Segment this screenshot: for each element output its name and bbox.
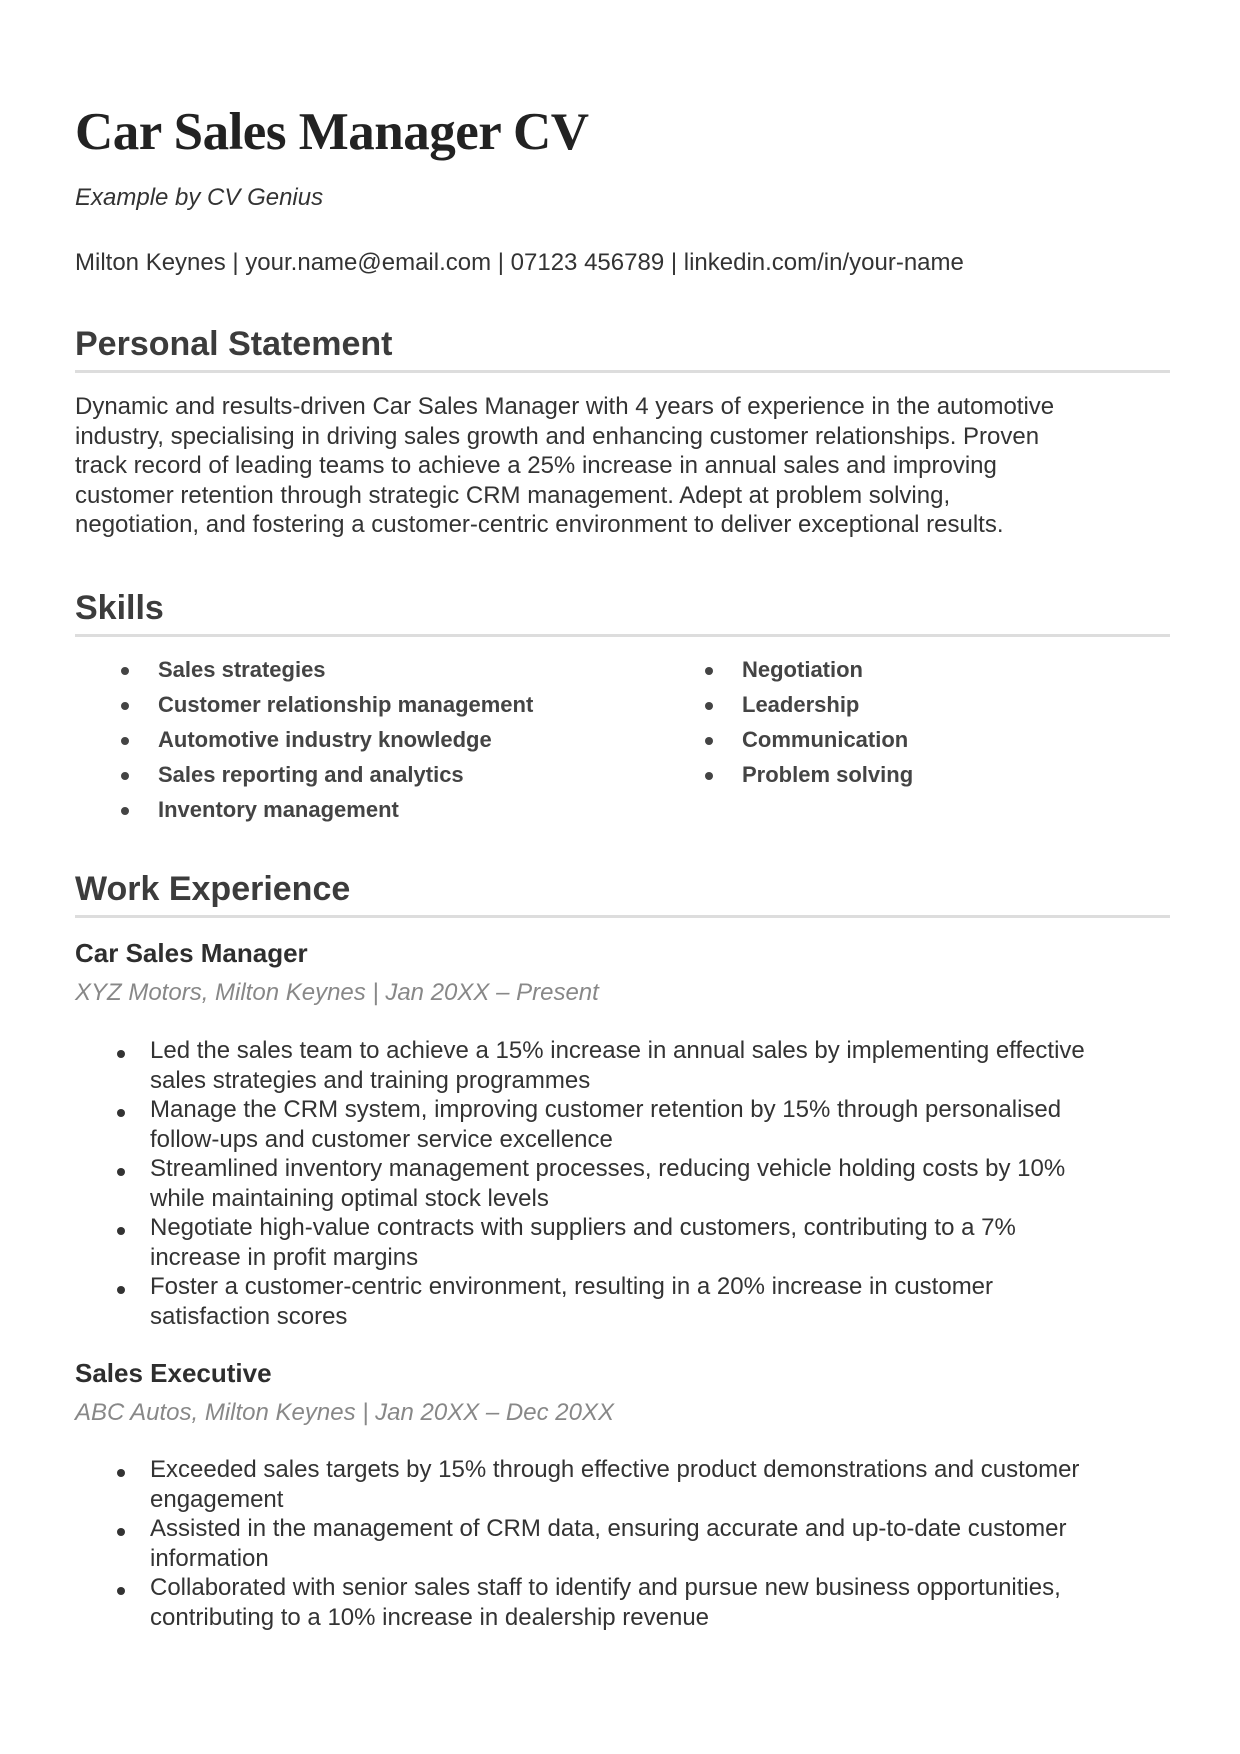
skills-heading: Skills bbox=[75, 589, 164, 627]
skill-item: Communication bbox=[742, 722, 913, 757]
skill-item: Automotive industry knowledge bbox=[158, 722, 533, 757]
contact-line: Milton Keynes | your.name@email.com | 07123 456789 | linkedin.com/in/your-name bbox=[75, 249, 964, 276]
skill-item: Negotiation bbox=[742, 652, 913, 687]
list-item: Led the sales team to achieve a 15% increase in annual sales by implementing effective sales strategies and training programmes bbox=[150, 1036, 1170, 1095]
skill-item: Sales reporting and analytics bbox=[158, 757, 533, 792]
bullet-icon bbox=[117, 1587, 125, 1595]
bullet-icon bbox=[117, 1469, 125, 1477]
statement-line: customer retention through strategic CRM management. Adept at problem solving, bbox=[75, 481, 951, 509]
skill-item: Sales strategies bbox=[158, 652, 533, 687]
list-item: Assisted in the management of CRM data, ensuring accurate and up-to-date customer information bbox=[150, 1514, 1170, 1573]
bullet-icon bbox=[121, 737, 129, 745]
job-title: Sales Executive bbox=[75, 1358, 272, 1388]
statement-line: track record of leading teams to achieve a 25% increase in annual sales and improving bbox=[75, 452, 997, 479]
work-experience-heading: Work Experience bbox=[75, 870, 351, 908]
job-meta: XYZ Motors, Milton Keynes | Jan 20XX – Present bbox=[75, 979, 599, 1006]
page-title: Car Sales Manager CV bbox=[75, 103, 589, 161]
bullet-icon bbox=[117, 1528, 125, 1536]
list-item: Manage the CRM system, improving customer retention by 15% through personalised follow-ups and customer service excellence bbox=[150, 1095, 1170, 1154]
bullet-icon bbox=[117, 1050, 125, 1058]
list-item: Collaborated with senior sales staff to identify and pursue new business opportunities, contributing to a 10% increase in dealership revenue bbox=[150, 1573, 1170, 1632]
list-item: Negotiate high-value contracts with suppliers and customers, contributing to a 7% increase in profit margins bbox=[150, 1213, 1170, 1272]
bullet-icon bbox=[705, 667, 713, 675]
statement-line: Dynamic and results-driven Car Sales Manager with 4 years of experience in the automotive bbox=[75, 393, 1055, 420]
section-divider bbox=[75, 370, 1170, 373]
subtitle: Example by CV Genius bbox=[75, 184, 324, 211]
bullet-icon bbox=[705, 702, 713, 710]
job-title: Car Sales Manager bbox=[75, 938, 308, 968]
section-divider bbox=[75, 634, 1170, 637]
bullet-icon bbox=[117, 1286, 125, 1294]
job-bullets bbox=[150, 1455, 1170, 1632]
list-item: Foster a customer-centric environment, resulting in a 20% increase in customer satisfaction scores bbox=[150, 1272, 1170, 1331]
bullet-icon bbox=[117, 1227, 125, 1235]
skills-list-right bbox=[742, 652, 913, 792]
job-bullets bbox=[150, 1036, 1170, 1331]
statement-line: industry, specialising in driving sales growth and enhancing customer relationships. Proven bbox=[75, 422, 1040, 450]
list-item: Exceeded sales targets by 15% through effective product demonstrations and customer engagement bbox=[150, 1455, 1170, 1514]
personal-statement-heading: Personal Statement bbox=[75, 325, 393, 363]
skill-item: Leadership bbox=[742, 687, 913, 722]
bullet-icon bbox=[121, 702, 129, 710]
skills-list-left bbox=[158, 652, 533, 827]
bullet-icon bbox=[705, 737, 713, 745]
list-item: Streamlined inventory management processes, reducing vehicle holding costs by 10% while maintaining optimal stock levels bbox=[150, 1154, 1170, 1213]
bullet-icon bbox=[705, 772, 713, 780]
skill-item: Problem solving bbox=[742, 757, 913, 792]
skill-item: Customer relationship management bbox=[158, 687, 533, 722]
bullet-icon bbox=[121, 807, 129, 815]
bullet-icon bbox=[121, 772, 129, 780]
job-meta: ABC Autos, Milton Keynes | Jan 20XX – Dec 20XX bbox=[75, 1399, 614, 1426]
statement-line: negotiation, and fostering a customer-centric environment to deliver exceptional results. bbox=[75, 511, 1004, 538]
section-divider bbox=[75, 915, 1170, 918]
bullet-icon bbox=[117, 1168, 125, 1176]
bullet-icon bbox=[117, 1109, 125, 1117]
skill-item: Inventory management bbox=[158, 792, 533, 827]
bullet-icon bbox=[121, 667, 129, 675]
personal-statement-text bbox=[75, 392, 1170, 540]
